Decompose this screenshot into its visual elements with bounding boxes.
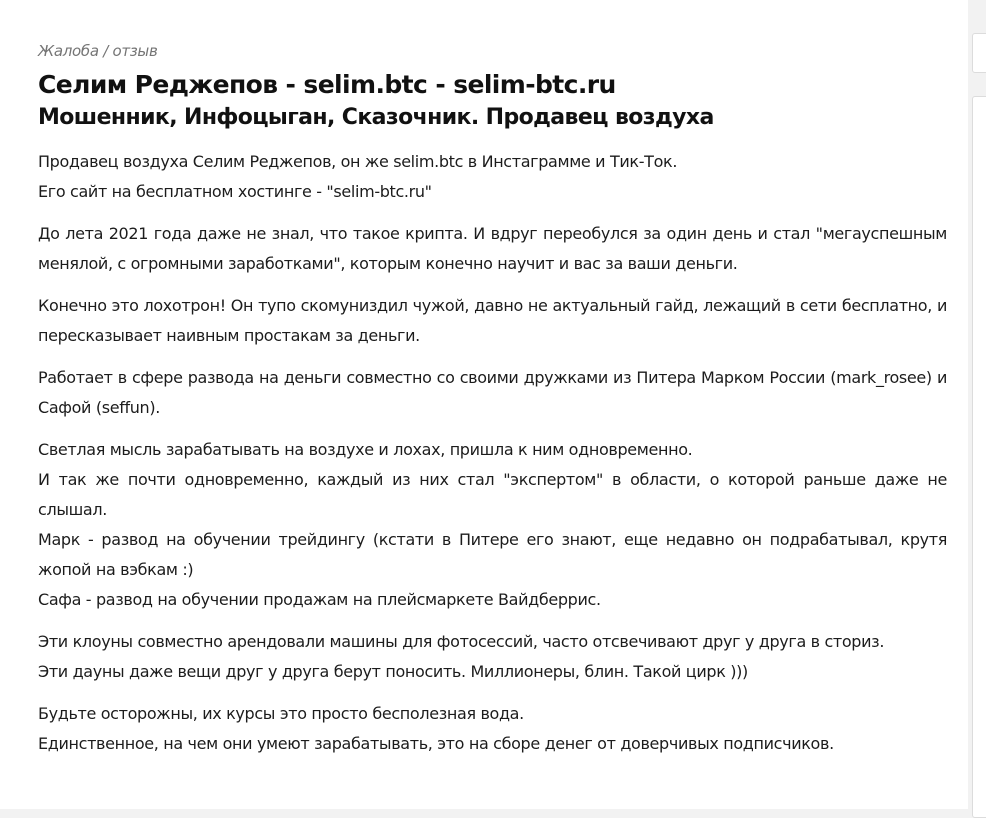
paragraph-line: Светлая мысль зарабатывать на воздухе и лохах, пришла к ним одновременно. (38, 440, 693, 459)
paragraph-line: Продавец воздуха Селим Реджепов, он же selim.btc в Инстаграмме и Тик-Ток. (38, 152, 678, 171)
sidebar-panel (972, 96, 986, 818)
paragraph (38, 435, 947, 615)
paragraph (38, 147, 947, 207)
paragraph (38, 699, 947, 759)
paragraph-line: Единственное, на чем они умеют зарабатывать, это на сборе денег от доверчивых подписчиков. (38, 734, 834, 753)
paragraph: Конечно это лохотрон! Он тупо скомуниздил чужой, давно не актуальный гайд, лежащий в сети бесплатно, и пересказывает наивным простакам за деньги. (38, 296, 947, 345)
paragraph (38, 627, 947, 687)
article-content (38, 40, 947, 771)
paragraph: До лета 2021 года даже не знал, что такое крипта. И вдруг переобулся за один день и стал "мегауспешным менялой, с огромными заработками", которым конечно научит и вас за ваши деньги. (38, 224, 947, 273)
paragraph-line: Эти клоуны совместно арендовали машины для фотосессий, часто отсвечивают друг у друга в сториз. (38, 632, 885, 651)
article-title: Селим Реджепов - selim.btc - selim-btc.ru (38, 70, 616, 99)
paragraph: Работает в сфере развода на деньги совместно со своими дружками из Питера Марком России (mark_rosee) и Сафой (seffun). (38, 368, 947, 417)
paragraph-line: И так же почти одновременно, каждый из них стал "экспертом" в области, о которой раньше даже не слышал. (38, 470, 947, 519)
paragraph-line: Марк - развод на обучении трейдингу (кстати в Питере его знают, еще недавно он подрабатывал, крутя жопой на вэбкам :) (38, 530, 947, 579)
paragraph-line: Эти дауны даже вещи друг у друга берут поносить. Миллионеры, блин. Такой цирк ))) (38, 662, 748, 681)
paragraph-line: Его сайт на бесплатном хостинге - "selim-btc.ru" (38, 182, 432, 201)
sidebar-widget-top (972, 33, 986, 73)
paragraph-line: Сафа - развод на обучении продажам на плейсмаркете Вайдберрис. (38, 590, 601, 609)
category-label[interactable]: Жалоба / отзыв (38, 42, 158, 60)
paragraph-line: Будьте осторожны, их курсы это просто бесполезная вода. (38, 704, 524, 723)
article-subtitle: Мошенник, Инфоцыган, Сказочник. Продавец воздуха (38, 105, 714, 130)
